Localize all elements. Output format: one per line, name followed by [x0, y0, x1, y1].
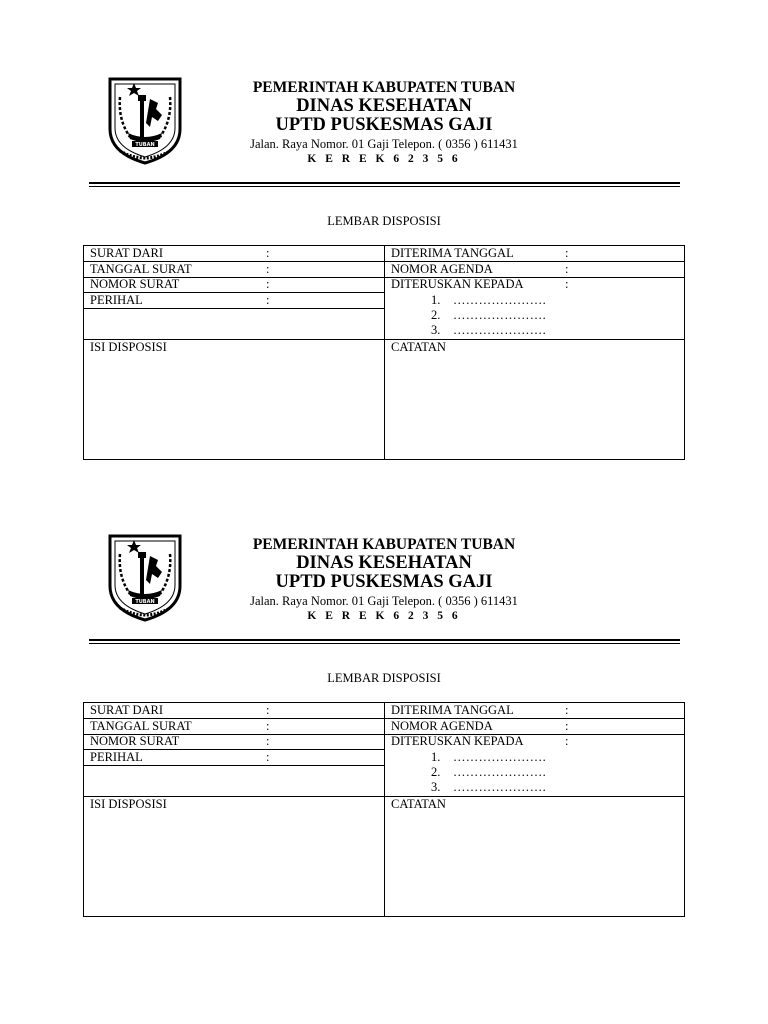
- surat-dari-label: SURAT DARI: [90, 246, 164, 260]
- nomor-agenda-label: NOMOR AGENDA: [391, 719, 493, 733]
- header-address: Jalan. Raya Nomor. 01 Gaji Telepon. ( 0356 ) 611431: [250, 594, 518, 608]
- recipient-blank: ………………….: [453, 765, 547, 779]
- header-rule-thick: [89, 182, 680, 184]
- recipient-number: 3.: [431, 323, 441, 337]
- header-address: Jalan. Raya Nomor. 01 Gaji Telepon. ( 0356 ) 611431: [250, 137, 518, 151]
- header-department: DINAS KESEHATAN: [296, 553, 472, 573]
- header-government: PEMERINTAH KABUPATEN TUBAN: [252, 536, 516, 553]
- recipient-blank: ………………….: [453, 750, 547, 764]
- recipient-number: 1.: [431, 293, 441, 307]
- recipient-blank: ………………….: [453, 323, 547, 337]
- perihal-label: PERIHAL: [90, 750, 143, 764]
- diterima-tanggal-label: DITERIMA TANGGAL: [391, 703, 514, 717]
- recipient-number: 2.: [431, 765, 441, 779]
- header-rule-thin: [89, 186, 680, 187]
- recipient-number: 2.: [431, 308, 441, 322]
- surat-dari-label: SURAT DARI: [90, 703, 164, 717]
- nomor-surat-label: NOMOR SURAT: [90, 277, 180, 291]
- header-rule-thin: [89, 643, 680, 644]
- diterima-tanggal-label: DITERIMA TANGGAL: [391, 246, 514, 260]
- tanggal-surat-label: TANGGAL SURAT: [90, 262, 192, 276]
- header-government: PEMERINTAH KABUPATEN TUBAN: [252, 79, 516, 96]
- header-city: K E R E K 6 2 3 5 6: [307, 610, 461, 622]
- form-title: LEMBAR DISPOSISI: [327, 671, 441, 685]
- disposition-form-2: [0, 457, 768, 917]
- tanggal-surat-label: TANGGAL SURAT: [90, 719, 192, 733]
- header-unit: UPTD PUSKESMAS GAJI: [275, 115, 493, 135]
- header-department: DINAS KESEHATAN: [296, 96, 472, 116]
- tuban-emblem-logo: [106, 532, 184, 624]
- recipient-blank: ………………….: [453, 780, 547, 794]
- recipient-blank: ………………….: [453, 293, 547, 307]
- recipient-number: 1.: [431, 750, 441, 764]
- form-title: LEMBAR DISPOSISI: [327, 214, 441, 228]
- diteruskan-kepada-label: DITERUSKAN KEPADA: [391, 734, 524, 748]
- disposition-table: SURAT DARI : TANGGAL SURAT : NOMOR SURAT : PERIHAL : DITERIMA TANGGAL : NOMOR AGENDA : DITERUSKAN KEPADA : 1. …………………. 2. …………………. 3. …………………. ISI DISPOSISI CATATAN: [83, 702, 685, 917]
- catatan-label: CATATAN: [391, 797, 446, 811]
- perihal-label: PERIHAL: [90, 293, 143, 307]
- emblem-label: TUBAN: [135, 599, 155, 605]
- nomor-agenda-label: NOMOR AGENDA: [391, 262, 493, 276]
- emblem-label: TUBAN: [135, 142, 155, 148]
- tuban-emblem-logo: [106, 75, 184, 167]
- catatan-label: CATATAN: [391, 340, 446, 354]
- disposition-form-1: [0, 0, 768, 460]
- header-rule-thick: [89, 639, 680, 641]
- isi-disposisi-label: ISI DISPOSISI: [90, 797, 167, 811]
- disposition-table: SURAT DARI : TANGGAL SURAT : NOMOR SURAT : PERIHAL : DITERIMA TANGGAL : NOMOR AGENDA : DITERUSKAN KEPADA : 1. …………………. 2. …………………. 3. …………………. ISI DISPOSISI CATATAN: [83, 245, 685, 460]
- isi-disposisi-label: ISI DISPOSISI: [90, 340, 167, 354]
- header-city: K E R E K 6 2 3 5 6: [307, 153, 461, 165]
- header-unit: UPTD PUSKESMAS GAJI: [275, 572, 493, 592]
- nomor-surat-label: NOMOR SURAT: [90, 734, 180, 748]
- recipient-number: 3.: [431, 780, 441, 794]
- diteruskan-kepada-label: DITERUSKAN KEPADA: [391, 277, 524, 291]
- recipient-blank: ………………….: [453, 308, 547, 322]
